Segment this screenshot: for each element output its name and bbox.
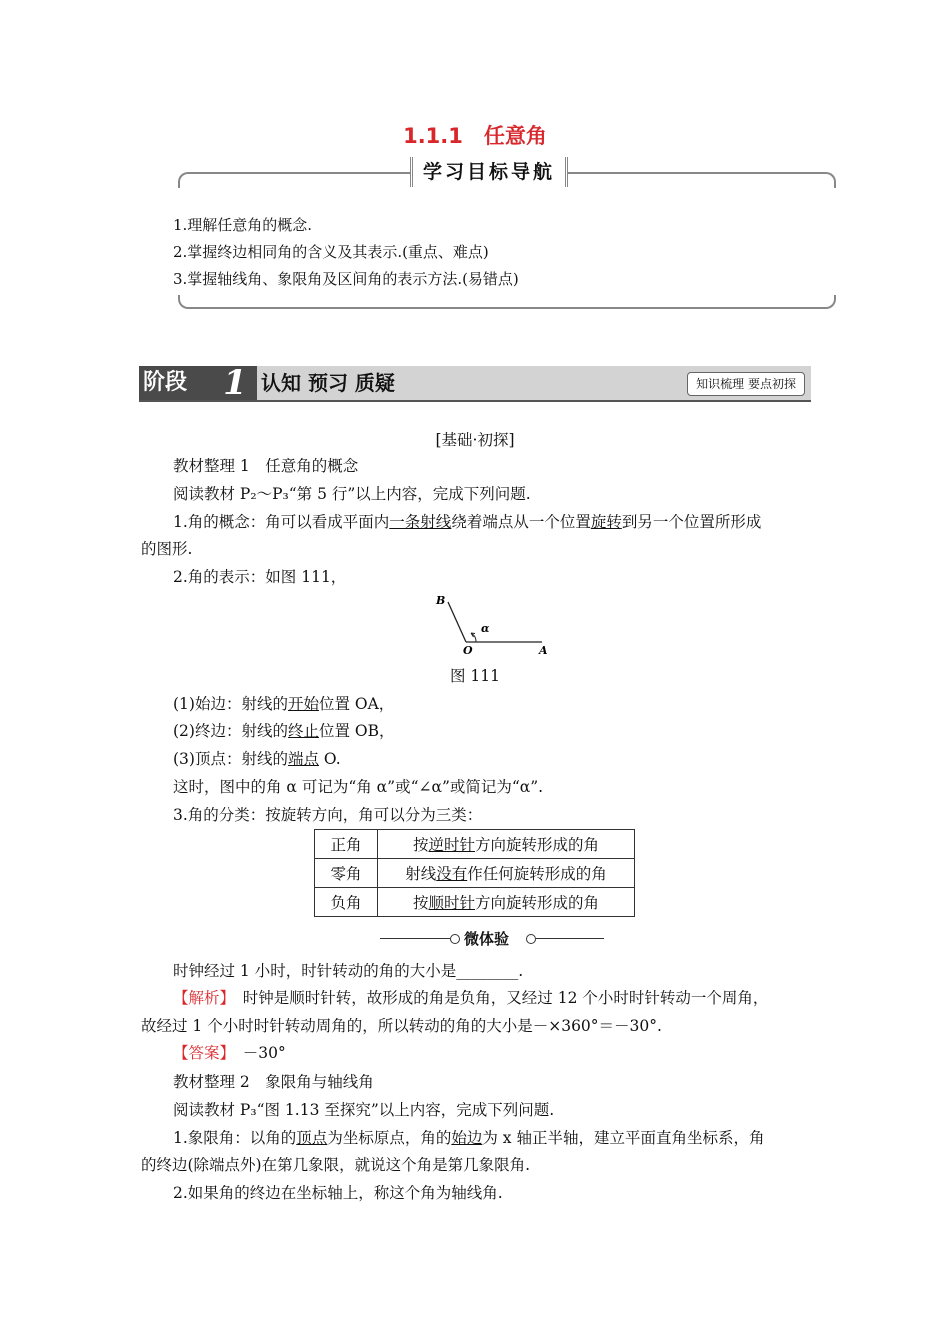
goal-item: 1.理解任意角的概念. — [173, 216, 313, 234]
table-cell — [378, 830, 635, 859]
quadrant-paragraph-end: 的终边(除端点外)在第几象限，就说这个角是第几象限角. — [141, 1156, 531, 1174]
learning-goals-tag: 学习目标导航 — [410, 157, 568, 187]
text: 为坐标原点，角的 — [327, 1129, 452, 1147]
section2-intro: 阅读教材 P₃“图 1.13 至探究”以上内容，完成下列问题. — [173, 1101, 555, 1119]
stage-label: 阶段 — [139, 366, 257, 400]
analysis-line — [173, 986, 768, 1008]
text: 到另一个位置所形成 — [621, 513, 762, 531]
text: (1)始边：射线的 — [173, 695, 288, 713]
blank-answer: 始边 — [451, 1129, 483, 1147]
stage-title: 认知 预习 质疑 — [261, 371, 395, 395]
blank-answer: 旋转 — [590, 513, 622, 531]
divider-dot-icon — [450, 934, 460, 944]
text: 按 — [412, 894, 429, 912]
section1-heading: 教材整理 1 任意角的概念 — [173, 457, 359, 475]
stage-tag: 知识梳理 要点初探 — [687, 372, 805, 396]
divider-dot-icon — [526, 934, 536, 944]
label-a: A — [539, 644, 548, 657]
table-row — [315, 830, 635, 859]
text: (2)终边：射线的 — [173, 722, 288, 740]
goal-item: 3.掌握轴线角、象限角及区间角的表示方法.(易错点) — [173, 270, 519, 288]
answer-tag: 【答案】 — [173, 1044, 228, 1062]
blank-answer: 顺时针 — [428, 894, 475, 912]
figure-caption: 图 111 — [449, 667, 500, 685]
quadrant-paragraph — [173, 1126, 764, 1148]
list-item — [173, 719, 395, 741]
basic-heading: [基础·初探] — [435, 431, 515, 449]
angle-classification-table — [314, 829, 635, 917]
text: 1.象限角：以角的 — [173, 1129, 297, 1147]
text: 方向旋转形成的角 — [475, 894, 600, 912]
ray-ob — [448, 602, 466, 642]
text: 射线 — [405, 865, 437, 883]
blank-answer: 端点 — [287, 750, 319, 768]
stage-number: 1 — [223, 363, 247, 403]
table-row — [315, 888, 635, 917]
answer-line — [173, 1041, 286, 1063]
blank-answer: 没有 — [436, 865, 468, 883]
list-item — [173, 747, 341, 769]
text: 为 x 轴正半轴，建立平面直角坐标系，角 — [482, 1129, 765, 1147]
text: (3)顶点：射线的 — [173, 750, 288, 768]
text: 方向旋转形成的角 — [475, 836, 600, 854]
exercise-question: 时钟经过 1 小时，时针转动的角的大小是________. — [173, 962, 524, 980]
analysis-line: 故经过 1 个小时时针转动周角的，所以转动的角的大小是－×360°＝－30°. — [141, 1017, 662, 1035]
text: 位置 OB， — [318, 722, 395, 740]
goals-box-bottom-border — [178, 295, 836, 309]
text: 位置 OA， — [318, 695, 395, 713]
text: 1.角的概念：角可以看成平面内 — [173, 513, 390, 531]
list-item — [173, 692, 394, 714]
notation-note: 这时，图中的角 α 可记为“角 α”或“∠α”或简记为“α”. — [173, 778, 544, 796]
divider-line — [536, 938, 604, 939]
label-o: O — [463, 644, 473, 657]
answer-value: －30° — [242, 1044, 286, 1062]
blank-answer: 一条射线 — [389, 513, 452, 531]
text: 按 — [412, 836, 429, 854]
angle-figure — [430, 590, 560, 660]
text: 时钟是顺时针转，故形成的角是负角，又经过 12 个小时时针转动一个周角， — [242, 989, 769, 1007]
concept-paragraph-end: 的图形. — [141, 540, 193, 558]
classification-paragraph: 3.角的分类：按旋转方向，角可以分为三类： — [173, 806, 483, 824]
table-cell: 负角 — [315, 888, 378, 917]
blank-answer: 逆时针 — [428, 836, 475, 854]
mini-exercise-divider — [380, 928, 604, 950]
blank-answer: 开始 — [287, 695, 319, 713]
blank-answer: 终止 — [287, 722, 319, 740]
label-alpha: α — [481, 622, 490, 635]
table-cell — [378, 859, 635, 888]
concept-paragraph — [173, 510, 761, 532]
divider-line — [380, 938, 450, 939]
text: 作任何旋转形成的角 — [467, 865, 607, 883]
section1-intro: 阅读教材 P₂～P₃“第 5 行”以上内容，完成下列问题. — [173, 485, 531, 503]
stage-banner — [139, 363, 811, 403]
table-cell — [378, 888, 635, 917]
analysis-tag: 【解析】 — [173, 989, 228, 1007]
axis-angle-paragraph: 2.如果角的终边在坐标轴上，称这个角为轴线角. — [173, 1184, 503, 1202]
page-title: 1.1.1 任意角 — [403, 124, 547, 148]
text: O. — [318, 750, 341, 768]
blank-answer: 顶点 — [296, 1129, 328, 1147]
label-b: B — [436, 594, 446, 607]
mini-exercise-label: 微体验 — [464, 930, 510, 948]
table-row — [315, 859, 635, 888]
text: 绕着端点从一个位置 — [451, 513, 591, 531]
table-cell: 正角 — [315, 830, 378, 859]
representation-paragraph: 2.角的表示：如图 111， — [173, 568, 347, 586]
table-cell: 零角 — [315, 859, 378, 888]
goal-item: 2.掌握终边相同角的含义及其表示.(重点、难点) — [173, 243, 489, 261]
section2-heading: 教材整理 2 象限角与轴线角 — [173, 1073, 374, 1091]
